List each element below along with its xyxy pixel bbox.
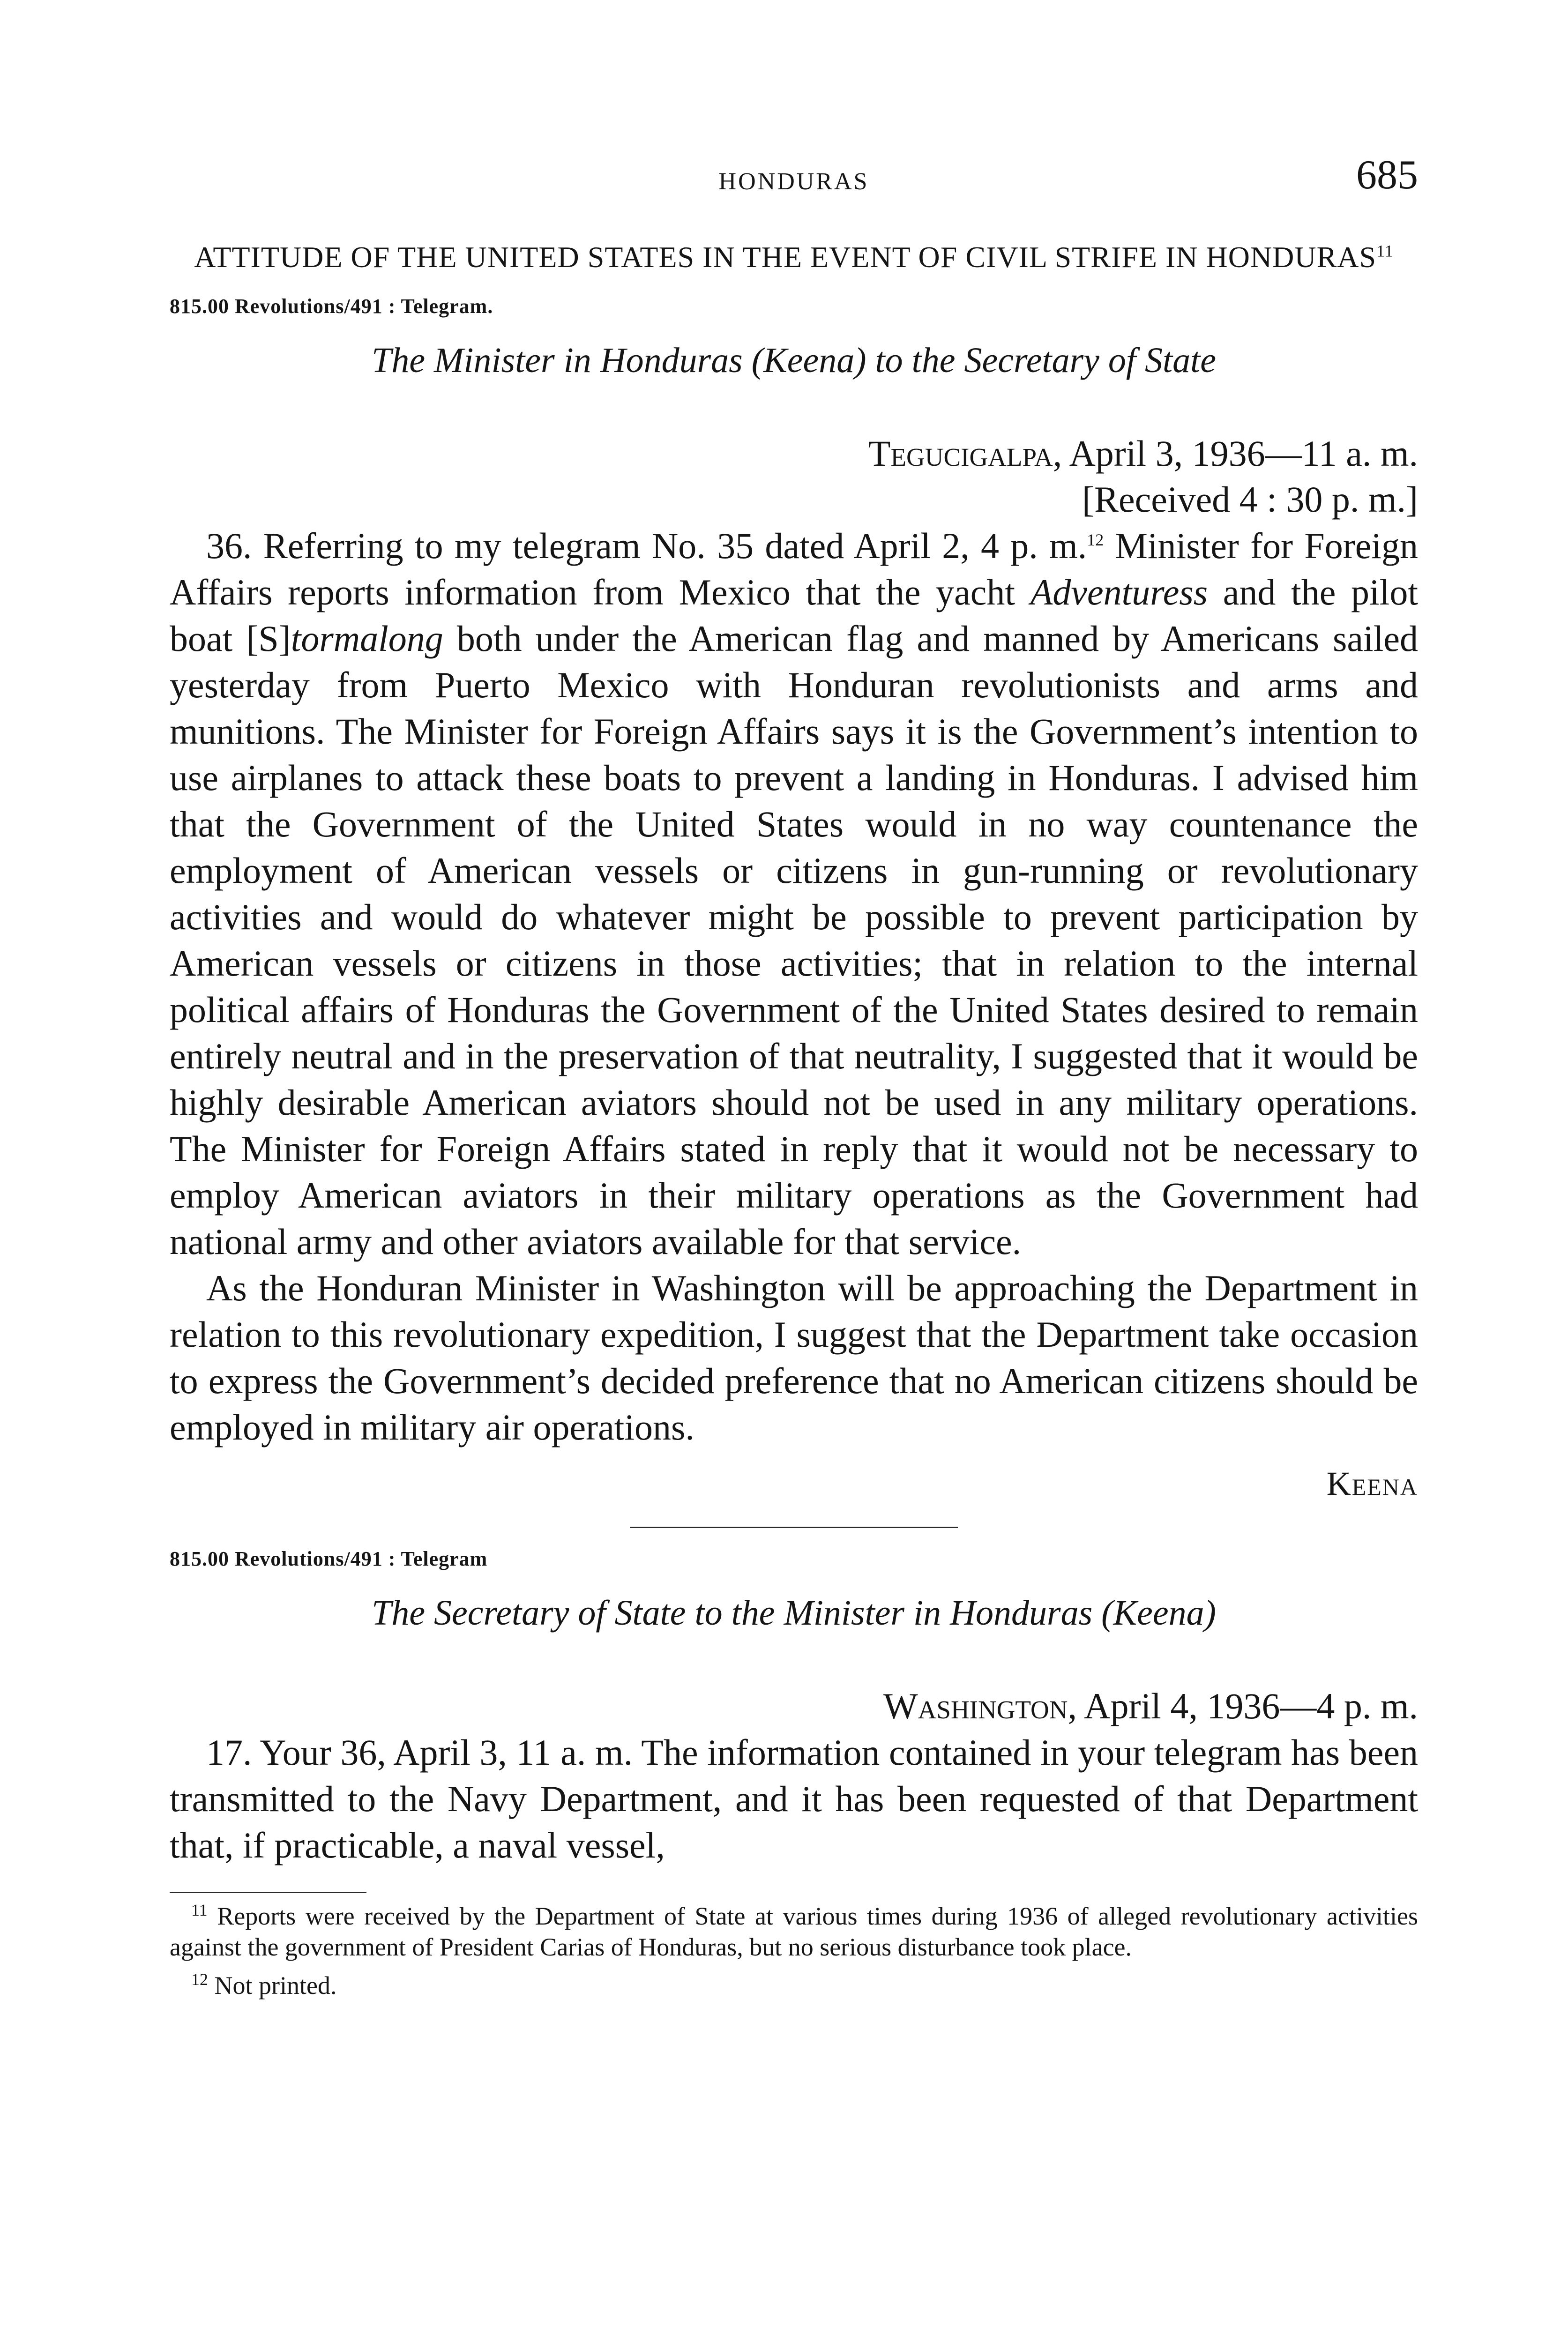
vessel-name-2: tormalong	[291, 618, 443, 659]
section-title-text: ATTITUDE OF THE UNITED STATES IN THE EVENT OF CIVIL STRIFE IN HONDURAS	[194, 240, 1377, 274]
dateline-1	[170, 431, 1418, 477]
file-reference-2: 815.00 Revolutions/491 : Telegram	[170, 1547, 488, 1570]
footnote-12-text: Not printed.	[208, 1971, 337, 2000]
para1-mid1: Minister for Foreign Affairs reports information from Mexico that the yacht	[170, 525, 1418, 612]
body-paragraph-3: 17. Your 36, April 3, 11 a. m. The information contained in your telegram has been transmitted to the Navy Department, and it has been requested of that Department that, if practicable, a naval vessel,	[170, 1732, 1418, 1865]
running-head	[170, 152, 1418, 206]
footnote-11-marker: 11	[191, 1901, 208, 1919]
footnote-rule	[170, 1892, 366, 1893]
document-heading-1: The Minister in Honduras (Keena) to the Secretary of State	[372, 341, 1216, 380]
para1-end: both under the American flag and manned by Americans sailed yesterday from Puerto Mexico with Honduran revolutionists and arms and munitions. The Minister for Foreign Affairs says it is the Government’s intention to use airplanes to attack these boats to prevent a landing in Honduras. I advised him that the Government of the United States would in no way countenance the employment of American vessels or citizens in gun-running or revolutionary activities and would do whatever might be possible to prevent participation by American vessels or citizens in those activities; that in relation to the internal political affairs of Honduras the Government of the United States desired to remain entirely neutral and in the preservation of that neutrality, I suggested that it would be highly desirable American aviators should not be used in any military operations. The Minister for Foreign Affairs stated in reply that it would not be necessary to employ American aviators in their military operations as the Government had national army and other aviators available for that service.	[170, 618, 1418, 1262]
footnote-11	[170, 1901, 1418, 1962]
footnote-12	[170, 1970, 1418, 2001]
vessel-name-1: Adventuress	[1030, 572, 1208, 612]
document-heading-2: The Secretary of State to the Minister in Honduras (Keena)	[372, 1593, 1216, 1633]
received-line: [Received 4 : 30 p. m.]	[1082, 479, 1418, 520]
section-title	[170, 239, 1418, 276]
section-divider	[630, 1527, 958, 1528]
dateline-2-date: April 4, 1936—4 p. m.	[1084, 1686, 1418, 1726]
page-number: 685	[1356, 152, 1418, 198]
para1-footnote-marker: 12	[1087, 530, 1104, 549]
footnote-12-marker: 12	[191, 1970, 208, 1989]
dateline-2	[170, 1683, 1418, 1729]
para1-start: 36. Referring to my telegram No. 35 dated April 2, 4 p. m.	[206, 525, 1087, 566]
section-footnote-marker: 11	[1376, 241, 1394, 261]
dateline-1-place: Tegucigalpa,	[868, 433, 1062, 474]
document-page	[170, 152, 1418, 2343]
footnote-11-text: Reports were received by the Department of State at various times during 1936 of alleged revolutionary activities against the government of President Carias of Honduras, but no serious disturbance took place.	[170, 1902, 1418, 1961]
dateline-1-date: April 3, 1936—11 a. m.	[1069, 433, 1418, 474]
running-title: HONDURAS	[718, 168, 869, 195]
body-paragraph-1	[170, 522, 1418, 1265]
dateline-2-place: Washington,	[883, 1686, 1077, 1726]
body-paragraph-2: As the Honduran Minister in Washington will be approaching the Department in relation to this revolutionary expedition, I suggest that the Department take occasion to express the Government’s decided preference that no American citizens should be employed in military air operations.	[170, 1268, 1418, 1448]
signature: Keena	[1326, 1465, 1418, 1502]
para1-mid2: and the pilot boat [S]	[170, 572, 1418, 659]
file-reference-1: 815.00 Revolutions/491 : Telegram.	[170, 295, 493, 318]
